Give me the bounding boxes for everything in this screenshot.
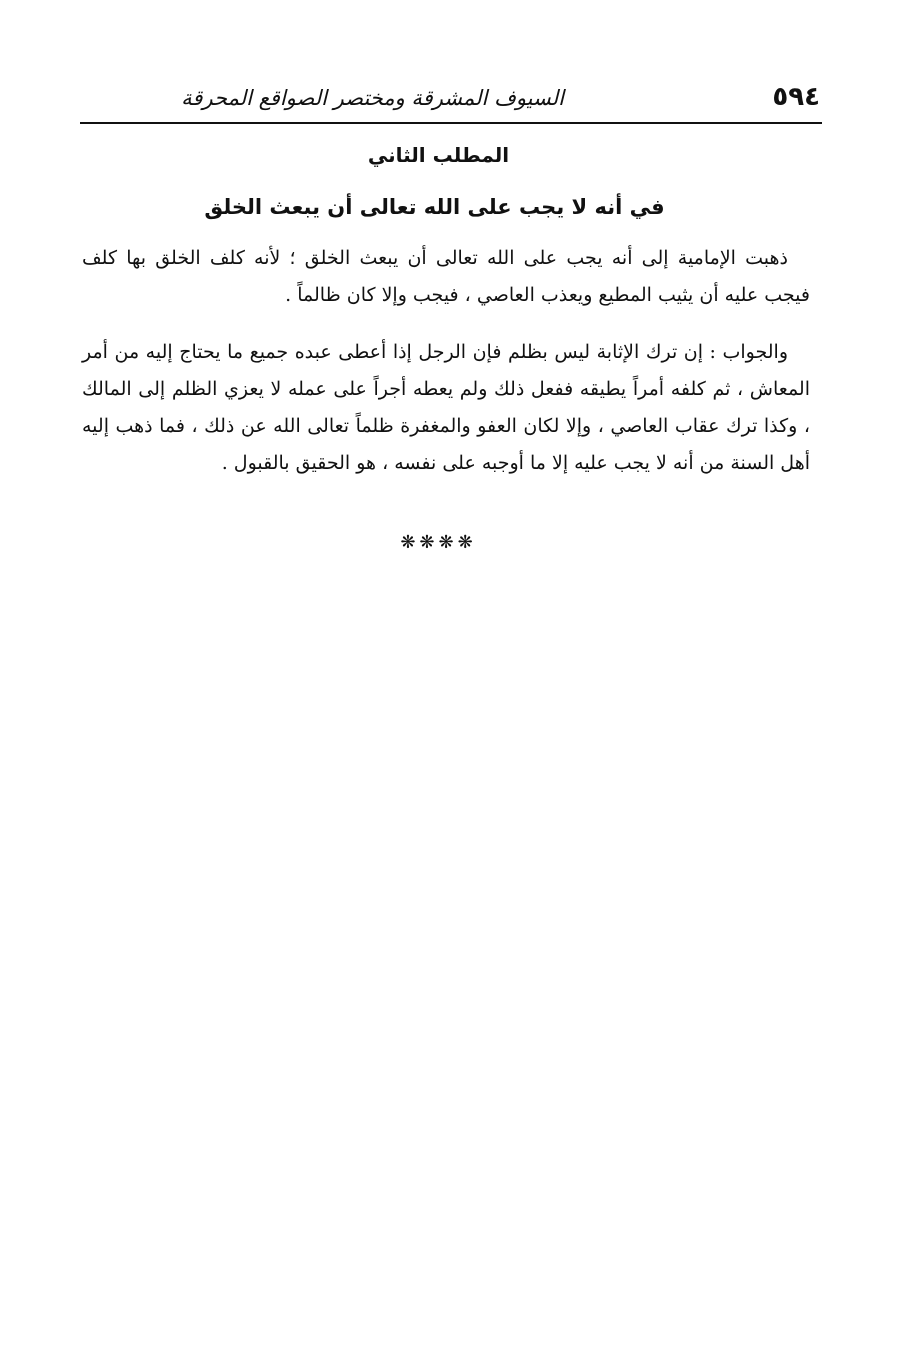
section-title-text: المطلب الثاني bbox=[367, 143, 510, 167]
running-title: السيوف المشرقة ومختصر الصواقع المحرقة bbox=[181, 86, 564, 110]
page-number: ٥٩٤ bbox=[772, 82, 820, 112]
paragraph-claim: ذهبت الإمامية إلى أنه يجب على الله تعالى أن يبعث الخلق ؛ لأنه كلف الخلق بها كلف فيجب عليه أن يثيب المطيع ويعذب العاصي ، فيجب وإلا كان ظالماً . bbox=[82, 247, 810, 306]
header-rule bbox=[80, 122, 822, 124]
paragraph-answer: والجواب : إن ترك الإثابة ليس بظلم فإن الرجل إذا أعطى عبده جميع ما يحتاج إليه من أمر المعاش ، ثم كلفه أمراً يطيقه ففعل ذلك ولم يعطه أجراً على عمله لا يعزي الظلم إلى المالك ، وكذا ترك عقاب العاصي ، وإلا لكان العفو والمغفرة ظلماً تعالى الله عن ذلك ، فما ذهب إليه أهل السنة من أنه لا يجب عليه إلا ما أوجبه على نفسه ، هو الحقيق بالقبول . bbox=[82, 341, 810, 474]
section-heading bbox=[0, 195, 897, 219]
section-heading-text: في أنه لا يجب على الله تعالى أن يبعث الخلق bbox=[204, 195, 665, 219]
section-title bbox=[0, 143, 897, 167]
page-header bbox=[80, 80, 822, 122]
divider-asterisks: ❋❋❋❋ bbox=[400, 532, 477, 553]
section-divider bbox=[0, 532, 897, 553]
body-text bbox=[82, 240, 810, 482]
